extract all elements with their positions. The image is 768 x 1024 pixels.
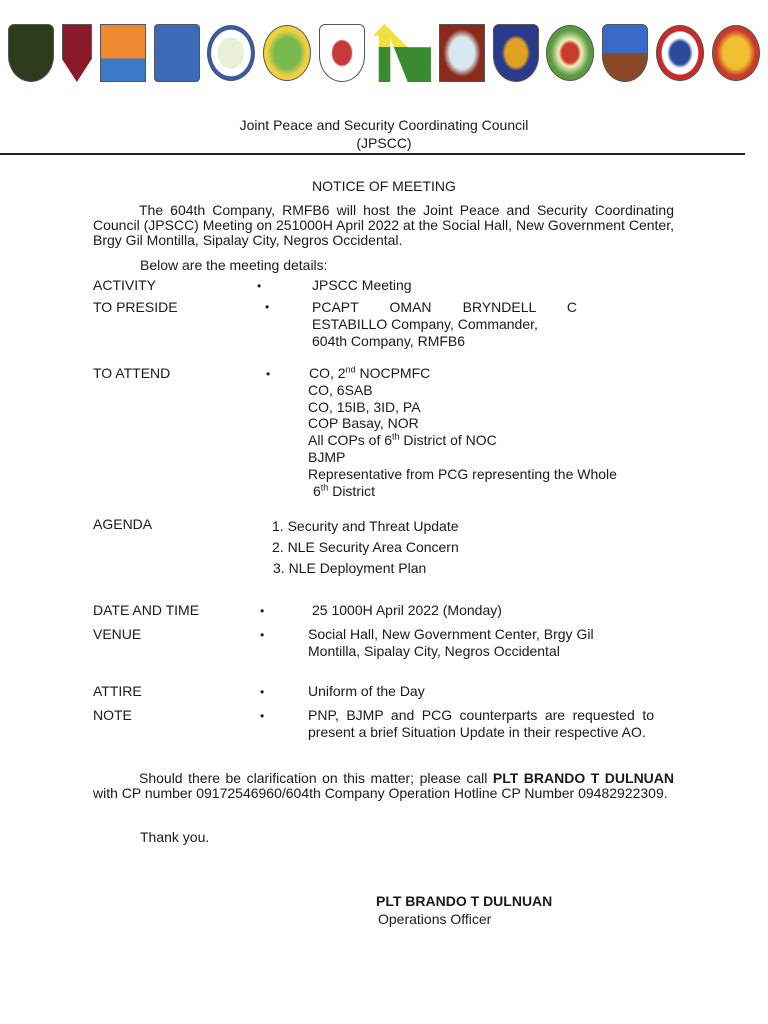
note-label: NOTE (93, 707, 132, 723)
police-badge-logo (493, 24, 539, 82)
attendee-4: COP Basay, NOR (308, 415, 419, 431)
city-of-sipalay-seal-logo (546, 25, 594, 81)
attire-value: Uniform of the Day (308, 683, 425, 699)
bullet: • (260, 709, 265, 723)
brigade-seal-logo (439, 24, 485, 82)
activity-label: ACTIVITY (93, 277, 157, 293)
datetime-value: 25 1000H April 2022 (Monday) (312, 602, 502, 618)
thank-you: Thank you. (140, 829, 210, 845)
bullet: • (257, 279, 262, 293)
attendee-text: District (328, 483, 375, 499)
preside-label: TO PRESIDE (93, 299, 178, 315)
eagle-shield-logo (602, 24, 648, 82)
attendee-1 (309, 365, 430, 382)
bullet: • (260, 604, 265, 618)
attendee-7: Representative from PCG representing the Whole (308, 466, 617, 482)
logo-row (8, 22, 760, 84)
attire-label: ATTIRE (93, 683, 142, 699)
contact-name: PLT BRANDO T DULNUAN (492, 770, 675, 786)
header-divider (0, 153, 745, 155)
activity-value: JPSCC Meeting (312, 277, 412, 293)
council-acronym: (JPSCC) (356, 135, 412, 151)
attendee-text: NOCPMFC (355, 365, 431, 381)
bullet: • (266, 367, 271, 381)
attendee-6: BJMP (308, 449, 346, 465)
closing-text: with CP number 09172546960/604th Company Operation Hotline CP Number 09482922309. (93, 785, 668, 801)
negros-occidental-seal-logo (319, 24, 365, 82)
bullet: • (260, 628, 265, 642)
police-station-seal-logo (154, 24, 200, 82)
council-title: Joint Peace and Security Coordinating Council (239, 117, 529, 133)
datetime-label: DATE AND TIME (93, 602, 200, 618)
philippine-coast-guard-logo (656, 25, 704, 81)
preside-line-3: 604th Company, RMFB6 (312, 333, 466, 349)
note-value: PNP, BJMP and PCG counterparts are requested to present a brief Situation Update in their respective AO. (308, 707, 654, 740)
closing-paragraph (93, 771, 674, 801)
municipal-seal-logo (100, 24, 146, 82)
notice-title: NOTICE OF MEETING (312, 178, 456, 194)
attendee-7-cont (313, 483, 375, 500)
attendee-3: CO, 15IB, 3ID, PA (308, 399, 421, 415)
attendee-5 (308, 432, 497, 449)
attendee-text: 6 (313, 483, 321, 499)
municipal-seal-2-logo (712, 25, 760, 81)
attendee-text: All COPs of 6 (308, 432, 393, 448)
attendee-text: CO, 2 (309, 365, 346, 381)
signatory-name: PLT BRANDO T DULNUAN (376, 893, 553, 909)
upward-arrow-logo (373, 24, 431, 82)
attendee-2: CO, 6SAB (308, 382, 373, 398)
venue-line-1: Social Hall, New Government Center, Brgy Gil (308, 626, 594, 642)
ordinal-suffix: nd (345, 364, 356, 375)
agenda-label: AGENDA (93, 516, 153, 532)
venue-line-2: Montilla, Sipalay City, Negros Occidental (308, 643, 560, 659)
bullet: • (265, 300, 270, 314)
preside-line-1: PCAPT OMAN BRYNDELL C (312, 299, 577, 315)
preside-line-2: ESTABILLO Company, Commander, (312, 316, 538, 332)
bullet: • (260, 685, 265, 699)
municipality-seal-logo (207, 25, 255, 81)
intro-paragraph: The 604th Company, RMFB6 will host the Joint Peace and Security Coordinating Council (JPSCC) Meeting on 251000H April 2022 at the Social Hall, New Government Center, Brgy Gil Montilla, Sipalay City, Negros Occidental. (93, 202, 674, 248)
details-intro: Below are the meeting details: (140, 257, 328, 273)
agenda-item-1: 1. Security and Threat Update (272, 518, 459, 534)
provincial-seal-logo (263, 25, 311, 81)
closing-text: Should there be clarification on this matter; please call (139, 770, 493, 786)
ordinal-suffix: th (320, 482, 329, 493)
venue-label: VENUE (93, 626, 142, 642)
ordinal-suffix: th (392, 431, 400, 442)
signatory-title: Operations Officer (378, 911, 492, 927)
attendee-text: District of NOC (399, 432, 497, 448)
company-604th-logo (8, 24, 54, 82)
agenda-item-3: 3. NLE Deployment Plan (273, 560, 427, 576)
rmfb-emblem-logo (62, 24, 92, 82)
attend-label: TO ATTEND (93, 365, 171, 381)
agenda-item-2: 2. NLE Security Area Concern (272, 539, 459, 555)
